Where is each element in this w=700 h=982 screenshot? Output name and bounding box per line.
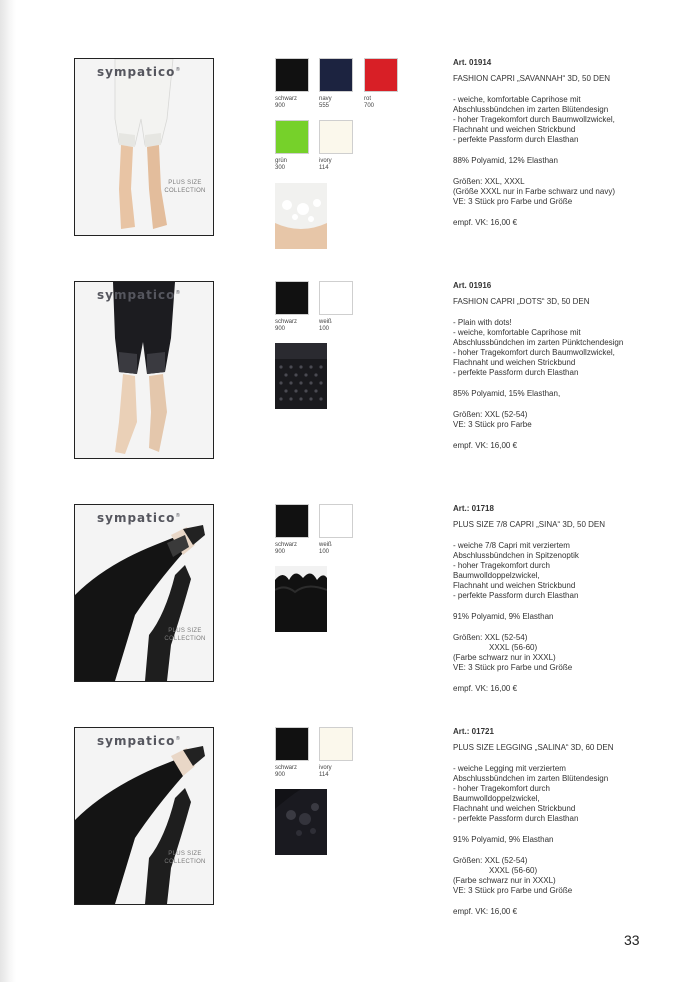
swatch-rot[interactable]: [364, 58, 398, 92]
feature-line: - weiche Legging mit verziertem: [453, 764, 566, 773]
collection-line2: COLLECTION: [164, 859, 206, 865]
product-photo: [74, 727, 214, 905]
feature-line: Abschlussbündchen im zarten Blütendesign: [453, 105, 609, 114]
swatch-label: [319, 158, 359, 172]
color-name: schwarz: [275, 96, 298, 102]
feature-line: Baumwolldoppelzwickel,: [453, 794, 540, 803]
color-code: 900: [275, 103, 286, 109]
size-line: VE: 3 Stück pro Farbe und Größe: [453, 886, 573, 895]
feature-line: - perfekte Passform durch Elasthan: [453, 814, 579, 823]
color-name: ivory: [319, 765, 332, 771]
swatch-label: [364, 96, 404, 110]
feature-line: - hoher Tragekomfort durch Baumwollzwickel,: [453, 115, 615, 124]
color-name: weiß: [319, 319, 332, 325]
brand-text: sympatico: [97, 65, 176, 79]
color-name: navy: [319, 96, 332, 102]
size-line: (Farbe schwarz nur in XXXL): [453, 876, 556, 885]
feature-list: [453, 541, 693, 601]
color-code: 100: [319, 326, 330, 332]
feature-list: [453, 95, 693, 145]
brand-text: sympatico: [97, 288, 176, 302]
product-info: [453, 58, 693, 228]
detail-photo: [275, 789, 327, 855]
swatch-navy[interactable]: [319, 58, 353, 92]
size-info: [453, 177, 693, 207]
feature-line: - hoher Tragekomfort durch: [453, 784, 550, 793]
article-number: Art.: 01721: [453, 727, 494, 736]
swatch-schwarz[interactable]: [275, 727, 309, 761]
feature-line: - perfekte Passform durch Elasthan: [453, 368, 579, 377]
leggings-illustration: [75, 728, 213, 904]
swatch-schwarz[interactable]: [275, 504, 309, 538]
size-info: [453, 410, 693, 430]
collection-label: [145, 627, 214, 643]
material: 91% Polyamid, 9% Elasthan: [453, 835, 554, 844]
brand-logo: [97, 65, 181, 79]
collection-line2: COLLECTION: [164, 188, 206, 194]
color-code: 900: [275, 326, 286, 332]
feature-line: - weiche 7/8 Capri mit verziertem: [453, 541, 570, 550]
collection-line2: COLLECTION: [164, 636, 206, 642]
size-line: VE: 3 Stück pro Farbe und Größe: [453, 663, 573, 672]
color-code: 114: [319, 772, 329, 778]
size-line: (Größe XXXL nur in Farbe schwarz und navy): [453, 187, 615, 196]
brand-mark: ®: [175, 67, 182, 73]
feature-line: - weiche, komfortable Caprihose mit: [453, 95, 581, 104]
color-name: schwarz: [275, 542, 298, 548]
swatch-weiss[interactable]: [319, 281, 353, 315]
product-name: PLUS SIZE LEGGING „SALINA“ 3D, 60 DEN: [453, 743, 614, 752]
product-info: [453, 281, 693, 451]
feature-line: Flachnaht und weichen Strickbund: [453, 581, 576, 590]
feature-line: Flachnaht und weichen Strickbund: [453, 125, 576, 134]
swatch-gruen[interactable]: [275, 120, 309, 154]
price: empf. VK: 16,00 €: [453, 907, 518, 916]
size-line: (Farbe schwarz nur in XXXL): [453, 653, 556, 662]
swatch-label: [319, 542, 359, 556]
color-name: weiß: [319, 542, 332, 548]
collection-line1: PLUS SIZE: [168, 851, 202, 857]
feature-line: - weiche, komfortable Caprihose mit: [453, 328, 581, 337]
color-name: schwarz: [275, 765, 298, 771]
leggings-illustration: [75, 59, 213, 235]
size-line: VE: 3 Stück pro Farbe: [453, 420, 532, 429]
size-line: XXXL (56-60): [489, 866, 538, 875]
collection-line1: PLUS SIZE: [168, 180, 202, 186]
leggings-illustration: [75, 505, 213, 681]
feature-line: - hoher Tragekomfort durch Baumwollzwickel,: [453, 348, 615, 357]
swatch-ivory[interactable]: [319, 120, 353, 154]
color-name: grün: [275, 158, 288, 164]
collection-label: [145, 850, 214, 866]
color-code: 100: [319, 549, 330, 555]
feature-line: - hoher Tragekomfort durch: [453, 561, 550, 570]
size-line: VE: 3 Stück pro Farbe und Größe: [453, 197, 573, 206]
product-info: [453, 504, 693, 694]
detail-photo: [275, 183, 327, 249]
feature-line: - perfekte Passform durch Elasthan: [453, 591, 579, 600]
collection-label: [145, 179, 214, 195]
size-info: [453, 633, 693, 673]
brand-logo: [97, 288, 181, 302]
feature-list: [453, 764, 693, 824]
swatch-label: [275, 96, 315, 110]
size-line: XXXL (56-60): [489, 643, 538, 652]
material: 85% Polyamid, 15% Elasthan,: [453, 389, 561, 398]
feature-line: Baumwolldoppelzwickel,: [453, 571, 540, 580]
swatch-label: [319, 765, 359, 779]
feature-line: Abschlussbündchen im zarten Pünktchendesign: [453, 338, 624, 347]
feature-line: Flachnaht und weichen Strickbund: [453, 358, 576, 367]
product-name: FASHION CAPRI „DOTS“ 3D, 50 DEN: [453, 297, 590, 306]
brand-mark: ®: [175, 513, 182, 519]
feature-line: - perfekte Passform durch Elasthan: [453, 135, 579, 144]
detail-photo: [275, 343, 327, 409]
collection-line1: PLUS SIZE: [168, 628, 202, 634]
color-code: 300: [275, 165, 286, 171]
article-number: Art. 01914: [453, 58, 492, 67]
color-code: 900: [275, 549, 286, 555]
color-name: schwarz: [275, 319, 298, 325]
color-code: 555: [319, 103, 330, 109]
feature-line: Flachnaht und weichen Strickbund: [453, 804, 576, 813]
size-line: Größen: XXL (52-54): [453, 633, 528, 642]
color-code: 114: [319, 165, 329, 171]
feature-line: Abschlussbündchen in Spitzenoptik: [453, 551, 579, 560]
product-photo: [74, 58, 214, 236]
swatch-label: [275, 319, 315, 333]
detail-photo: [275, 566, 327, 632]
brand-mark: ®: [175, 290, 182, 296]
color-code: 700: [364, 103, 375, 109]
swatch-label: [275, 542, 315, 556]
lace-cuff-detail: [275, 566, 327, 632]
swatch-ivory[interactable]: [319, 727, 353, 761]
brand-logo: [97, 734, 181, 748]
size-line: Größen: XXL (52-54): [453, 410, 528, 419]
swatch-schwarz[interactable]: [275, 58, 309, 92]
price: empf. VK: 16,00 €: [453, 441, 518, 450]
material: 88% Polyamid, 12% Elasthan: [453, 156, 558, 165]
product-photo: [74, 281, 214, 459]
swatch-label: [275, 765, 315, 779]
feature-line: - Plain with dots!: [453, 318, 512, 327]
dot-cuff-detail: [275, 343, 327, 409]
lace-cuff-detail: [275, 183, 327, 249]
color-code: 900: [275, 772, 286, 778]
flower-cuff-detail: [275, 789, 327, 855]
brand-text: sympatico: [97, 511, 176, 525]
color-name: ivory: [319, 158, 332, 164]
price: empf. VK: 16,00 €: [453, 684, 518, 693]
page-edge-shadow: [0, 0, 16, 982]
material: 91% Polyamid, 9% Elasthan: [453, 612, 554, 621]
feature-list: [453, 318, 693, 378]
size-info: [453, 856, 693, 896]
swatch-label: [319, 96, 359, 110]
leggings-illustration: [75, 282, 213, 458]
swatch-weiss[interactable]: [319, 504, 353, 538]
swatch-label: [275, 158, 315, 172]
product-info: [453, 727, 693, 917]
feature-line: Abschlussbündchen im zarten Blütendesign: [453, 774, 609, 783]
price: empf. VK: 16,00 €: [453, 218, 518, 227]
swatch-schwarz[interactable]: [275, 281, 309, 315]
swatch-label: [319, 319, 359, 333]
article-number: Art. 01916: [453, 281, 492, 290]
size-line: Größen: XXL (52-54): [453, 856, 528, 865]
brand-text: sympatico: [97, 734, 176, 748]
product-name: PLUS SIZE 7/8 CAPRI „SINA“ 3D, 50 DEN: [453, 520, 606, 529]
product-name: FASHION CAPRI „SAVANNAH“ 3D, 50 DEN: [453, 74, 611, 83]
brand-mark: ®: [175, 736, 182, 742]
page-number: 33: [624, 932, 640, 948]
brand-logo: [97, 511, 181, 525]
color-name: rot: [364, 96, 372, 102]
size-line: Größen: XXL, XXXL: [453, 177, 525, 186]
article-number: Art.: 01718: [453, 504, 494, 513]
product-photo: [74, 504, 214, 682]
